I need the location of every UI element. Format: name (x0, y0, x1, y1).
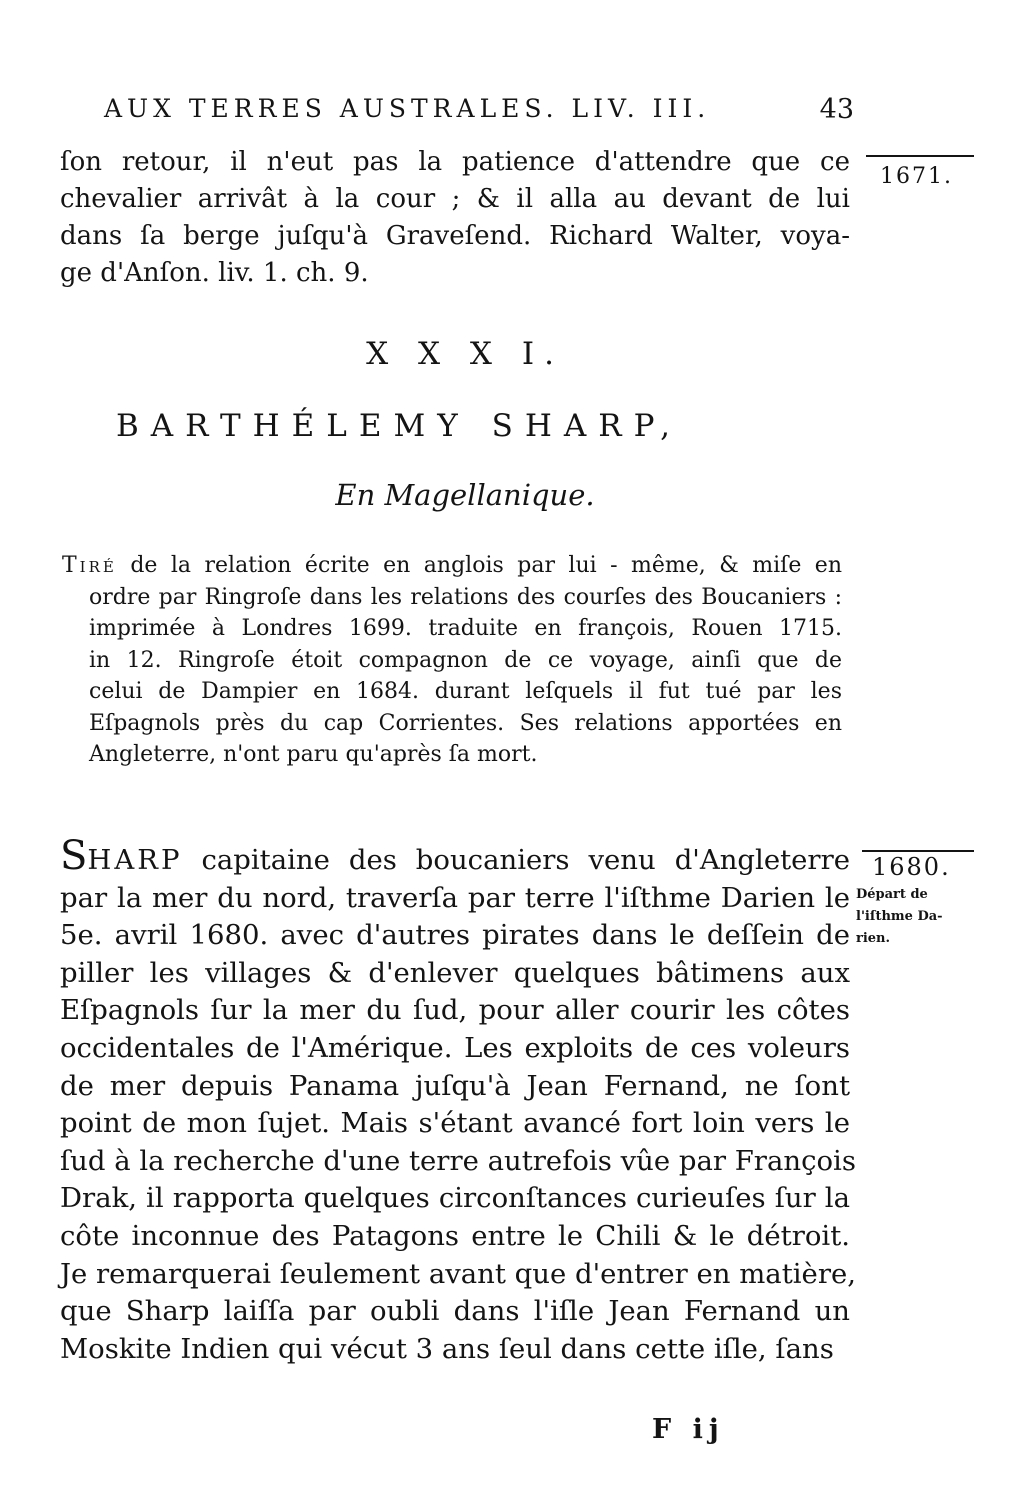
body-lead: HARP (87, 844, 183, 876)
margin-year: 1671. (880, 164, 953, 189)
text-line: occidentales de l'Amérique. Les exploits de ces voleurs (60, 1031, 850, 1064)
text-line: côte inconnue des Patagons entre le Chili & le détroit. (60, 1219, 850, 1252)
intro-paragraph (60, 144, 850, 292)
source-first-line-text: de la relation écrite en anglois par lui - même, & miſe en (130, 553, 842, 578)
body-first-line-text: capitaine des boucaniers venu d'Angleterre (201, 844, 850, 876)
text-line: Eſpagnols près du cap Corrientes. Ses relations apportées en (89, 710, 842, 736)
running-head (104, 94, 854, 134)
drop-cap: S (60, 833, 88, 879)
text-line: celui de Dampier en 1684. durant leſquels il fut tué par les (89, 679, 842, 704)
text-line: chevalier arrivât à la cour ; & il alla au devant de lui (60, 184, 850, 214)
text-line: ordre par Ringroſe dans les relations des courſes des Boucaniers : (89, 584, 842, 610)
source-note (62, 550, 842, 771)
text-line: 5e. avril 1680. avec d'autres pirates dans le deſſein de (60, 919, 850, 952)
text-line: Angleterre, n'ont paru qu'après ſa mort. (89, 742, 538, 767)
margin-note-line: Départ de (856, 887, 928, 902)
text-line: dans ſa berge juſqu'à Graveſend. Richard Walter, voya- (60, 221, 850, 251)
text-line: Eſpagnols ſur la mer du ſud, pour aller courir les côtes (60, 994, 850, 1027)
text-line: par la mer du nord, traverſa par terre l'iſthme Darien le (60, 881, 850, 914)
margin-year: 1680. (872, 853, 951, 881)
text-line: point de mon ſujet. Mais s'étant avancé fort loin vers le (60, 1107, 850, 1140)
text-line: in 12. Ringroſe étoit compagnon de ce voyage, ainſi que de (89, 647, 842, 673)
source-lead: Tiré (62, 553, 117, 578)
text-line: ſon retour, il n'eut pas la patience d'attendre que ce (60, 147, 850, 177)
margin-note (856, 884, 974, 950)
margin-note-line: l'iſthme Da- (856, 909, 943, 924)
text-line: ſud à la recherche d'une terre autrefois vûe par François (60, 1144, 856, 1177)
text-line: Je remarquerai ſeulement avant que d'entrer en matière, (60, 1257, 856, 1290)
running-head-title: AUX TERRES AUSTRALES. LIV. III. (104, 94, 711, 123)
page-number: 43 (819, 94, 854, 125)
text-line: de mer depuis Panama juſqu'à Jean Fernand, ne ſont (60, 1069, 850, 1102)
text-line: piller les villages & d'enlever quelques bâtimens aux (60, 956, 850, 989)
section-subtitle: En Magellanique. (335, 478, 595, 512)
body-first-line (60, 833, 850, 880)
text-line: imprimée à Londres 1699. traduite en françois, Rouen 1715. (89, 616, 842, 641)
section-title: BARTHÉLEMY SHARP, (116, 408, 683, 444)
section-number: X X X I. (366, 336, 564, 372)
text-line: ge d'Anſon. liv. 1. ch. 9. (60, 258, 369, 288)
text-line: Drak, il rapporta quelques circonſtances curieuſes ſur la (60, 1182, 850, 1215)
margin-rule (862, 850, 974, 852)
text-line: Moskite Indien qui vécut 3 ans ſeul dans cette iſle, ſans (60, 1332, 834, 1365)
margin-rule (866, 155, 974, 157)
margin-note-line: rien. (856, 931, 891, 946)
body-paragraph (60, 833, 856, 1368)
signature-mark: F ij (652, 1414, 725, 1445)
source-first-line (62, 550, 842, 582)
text-line: que Sharp laiſſa par oubli dans l'iſle Jean Fernand un (60, 1295, 850, 1328)
